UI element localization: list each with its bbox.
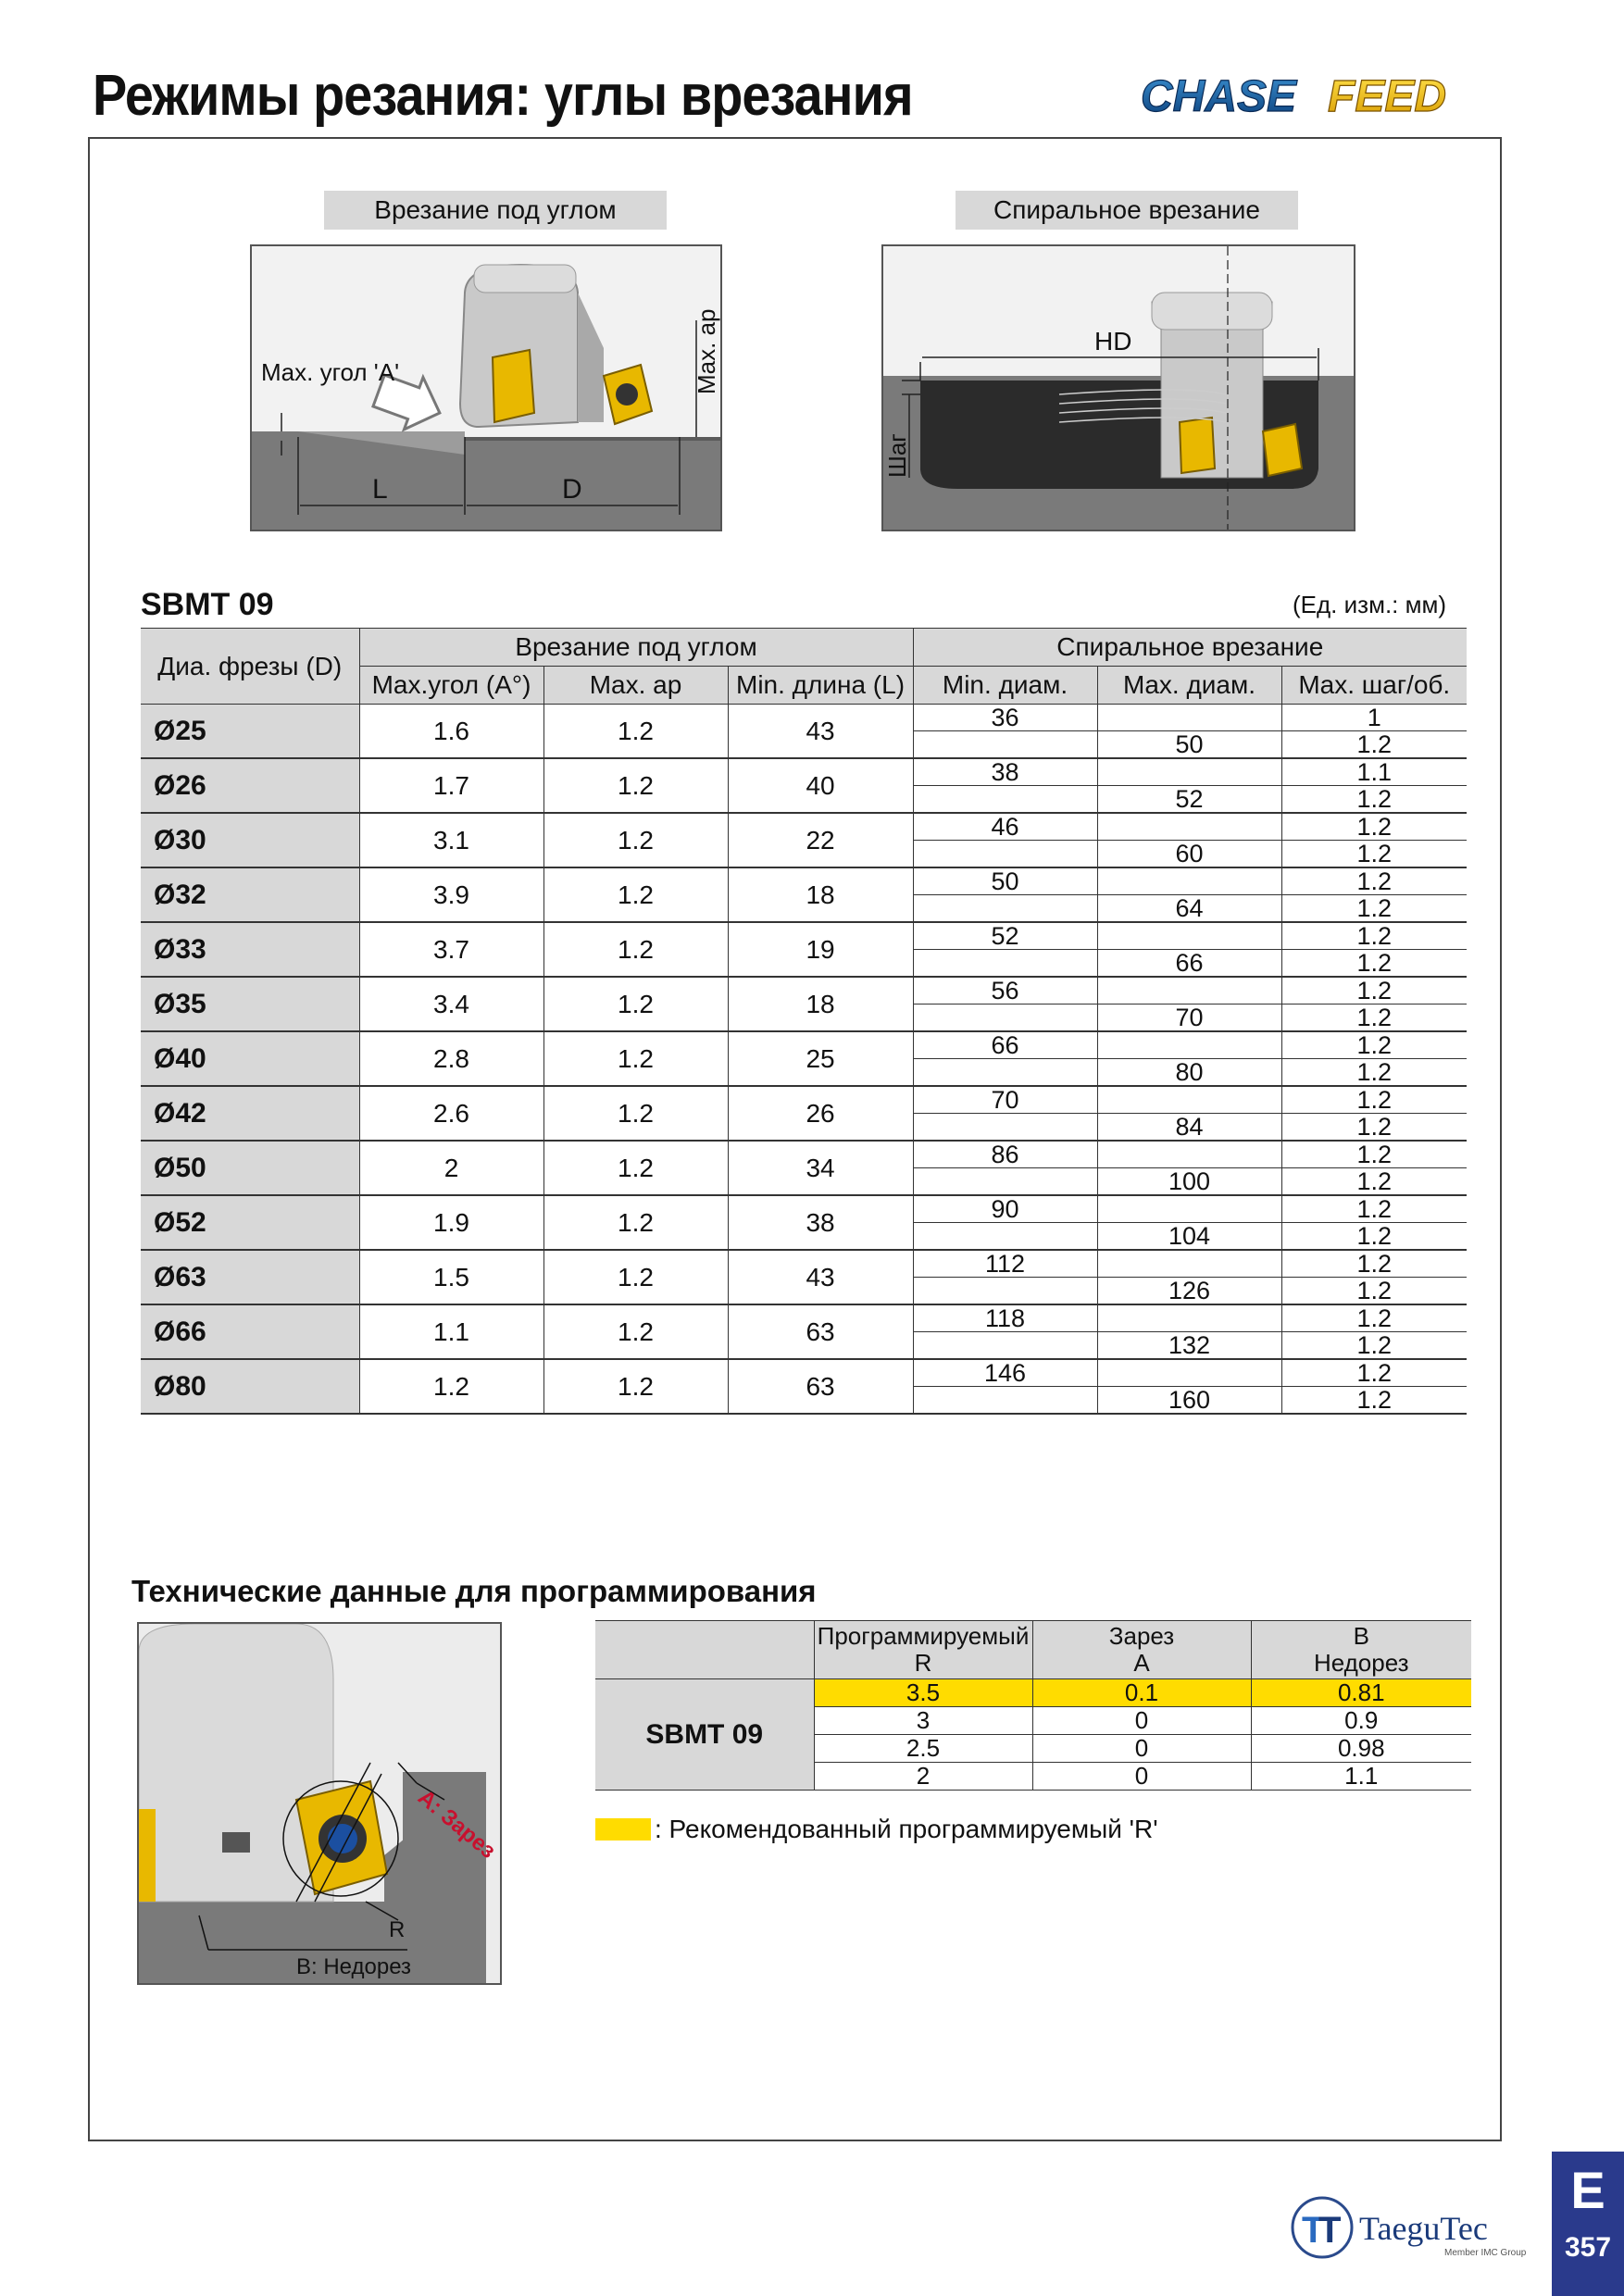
max-diam-value: 100 xyxy=(1168,1167,1211,1195)
prog-header-blank xyxy=(595,1621,814,1679)
cell-max-ap: 1.2 xyxy=(543,813,728,867)
cell-max-angle: 3.4 xyxy=(359,977,543,1031)
svg-text:T: T xyxy=(1302,2210,1325,2251)
cell-max-angle: 1.7 xyxy=(359,758,543,813)
legend-swatch xyxy=(595,1818,651,1841)
cell-max-pitch xyxy=(1281,1304,1467,1359)
cell-min-diam xyxy=(913,977,1097,1031)
prog-cell-r: 3.5 xyxy=(814,1679,1032,1707)
cutting-data-table xyxy=(141,628,1467,1415)
section-tab xyxy=(1552,2152,1624,2296)
cell-max-diam xyxy=(1097,1359,1281,1414)
helical-hd-label: HD xyxy=(1094,327,1132,356)
page-title: Режимы резания: углы врезания xyxy=(93,64,913,128)
cell-diameter: Ø42 xyxy=(141,1086,359,1141)
cell-max-angle: 2.8 xyxy=(359,1031,543,1086)
cell-max-pitch xyxy=(1281,1086,1467,1141)
table-title: SBMT 09 xyxy=(141,587,274,622)
header-min-length: Min. длина (L) xyxy=(728,667,913,705)
pitch-at-min-diam: 1.2 xyxy=(1282,923,1468,950)
table-row xyxy=(141,1250,1467,1304)
cell-max-diam xyxy=(1097,1086,1281,1141)
prog-cell-b: 1.1 xyxy=(1251,1763,1471,1791)
cell-min-length: 34 xyxy=(728,1141,913,1195)
cell-max-angle: 3.9 xyxy=(359,867,543,922)
cell-diameter: Ø66 xyxy=(141,1304,359,1359)
cell-max-pitch xyxy=(1281,1195,1467,1250)
ramp-caption: Врезание под углом xyxy=(324,191,667,230)
cell-max-pitch xyxy=(1281,922,1467,977)
cell-max-diam xyxy=(1097,813,1281,867)
cell-min-diam xyxy=(913,867,1097,922)
pitch-at-min-diam: 1.2 xyxy=(1282,1087,1468,1114)
cell-min-diam xyxy=(913,1304,1097,1359)
cell-max-angle: 2 xyxy=(359,1141,543,1195)
prog-cell-a: 0 xyxy=(1032,1735,1251,1763)
table-row xyxy=(141,867,1467,922)
cell-max-pitch xyxy=(1281,977,1467,1031)
helical-diagram xyxy=(881,244,1355,531)
pitch-at-min-diam: 1.2 xyxy=(1282,1360,1468,1387)
cell-diameter: Ø63 xyxy=(141,1250,359,1304)
min-diam-value: 38 xyxy=(914,759,1097,786)
cell-max-angle: 1.2 xyxy=(359,1359,543,1414)
cell-max-pitch xyxy=(1281,758,1467,813)
table-row xyxy=(141,1141,1467,1195)
cell-max-ap: 1.2 xyxy=(543,758,728,813)
cell-max-ap: 1.2 xyxy=(543,1086,728,1141)
cell-min-length: 38 xyxy=(728,1195,913,1250)
svg-text:FEED: FEED xyxy=(1328,72,1447,121)
legend-text: : Рекомендованный программируемый 'R' xyxy=(655,1815,1158,1843)
cell-min-length: 63 xyxy=(728,1359,913,1414)
programming-title: Технические данные для программирования xyxy=(131,1574,817,1608)
table-row xyxy=(141,1031,1467,1086)
ramp-diagram xyxy=(250,244,722,531)
cell-max-ap: 1.2 xyxy=(543,977,728,1031)
cell-diameter: Ø50 xyxy=(141,1141,359,1195)
prog-cell-b: 0.9 xyxy=(1251,1707,1471,1735)
cell-max-ap: 1.2 xyxy=(543,922,728,977)
cell-min-diam xyxy=(913,705,1097,759)
cell-max-diam xyxy=(1097,1195,1281,1250)
pitch-at-min-diam: 1.2 xyxy=(1282,1305,1468,1332)
min-diam-value: 66 xyxy=(914,1032,1097,1059)
max-diam-value: 132 xyxy=(1168,1331,1211,1359)
prog-cell-r: 3 xyxy=(814,1707,1032,1735)
max-diam-value: 80 xyxy=(1175,1058,1204,1086)
prog-cell-a: 0 xyxy=(1032,1707,1251,1735)
cell-max-ap: 1.2 xyxy=(543,1141,728,1195)
helical-pitch-label: Шаг xyxy=(883,433,911,478)
cell-max-angle: 2.6 xyxy=(359,1086,543,1141)
max-diam-value: 84 xyxy=(1175,1113,1204,1141)
min-diam-value: 52 xyxy=(914,923,1097,950)
pitch-at-max-diam: 1.2 xyxy=(1356,1167,1393,1195)
pitch-at-min-diam: 1.2 xyxy=(1282,1196,1468,1223)
cell-max-pitch xyxy=(1281,1141,1467,1195)
header-diameter: Диа. фрезы (D) xyxy=(141,629,359,705)
header-helical: Спиральное врезание xyxy=(913,629,1467,667)
cell-diameter: Ø32 xyxy=(141,867,359,922)
prog-header-r: Программируемый R xyxy=(814,1621,1032,1679)
pitch-at-min-diam: 1.2 xyxy=(1282,1142,1468,1168)
cell-min-length: 18 xyxy=(728,977,913,1031)
cell-max-pitch xyxy=(1281,813,1467,867)
table-row xyxy=(141,1086,1467,1141)
table-row xyxy=(141,977,1467,1031)
prog-cell-r: 2 xyxy=(814,1763,1032,1791)
pitch-at-max-diam: 1.2 xyxy=(1356,1113,1393,1141)
ramp-ap-label: Max. ap xyxy=(693,308,720,394)
cell-max-diam xyxy=(1097,1250,1281,1304)
cell-min-length: 18 xyxy=(728,867,913,922)
header-max-diam: Max. диам. xyxy=(1097,667,1281,705)
max-diam-value: 104 xyxy=(1168,1222,1211,1250)
min-diam-value: 112 xyxy=(914,1251,1097,1278)
header-max-angle: Max.угол (A°) xyxy=(359,667,543,705)
legend xyxy=(595,1815,1158,1844)
prog-cell-a: 0 xyxy=(1032,1763,1251,1791)
table-row xyxy=(141,813,1467,867)
prog-cell-b: 0.81 xyxy=(1251,1679,1471,1707)
logo-subtext: Member IMC Group xyxy=(1444,2248,1527,2258)
cell-max-diam xyxy=(1097,922,1281,977)
cell-max-angle: 3.1 xyxy=(359,813,543,867)
pitch-at-max-diam: 1.2 xyxy=(1356,949,1393,977)
min-diam-value: 146 xyxy=(914,1360,1097,1387)
cell-max-pitch xyxy=(1281,1359,1467,1414)
cell-min-diam xyxy=(913,758,1097,813)
cell-max-pitch xyxy=(1281,1031,1467,1086)
svg-text:T: T xyxy=(1318,2210,1342,2251)
svg-text:CHASE: CHASE xyxy=(1141,72,1297,121)
min-diam-value: 118 xyxy=(914,1305,1097,1332)
pitch-at-max-diam: 1.2 xyxy=(1356,1386,1393,1414)
ramp-d-label: D xyxy=(562,474,582,505)
pitch-at-max-diam: 1.2 xyxy=(1356,1277,1393,1304)
prog-header-b: B Недорез xyxy=(1251,1621,1471,1679)
prog-cell-r: 2.5 xyxy=(814,1735,1032,1763)
cell-max-diam xyxy=(1097,1304,1281,1359)
pitch-at-max-diam: 1.2 xyxy=(1356,840,1393,867)
min-diam-value: 50 xyxy=(914,868,1097,895)
prog-label: SBMT 09 xyxy=(595,1679,814,1791)
cell-max-ap: 1.2 xyxy=(543,1359,728,1414)
undercut-label: B: Недорез xyxy=(296,1954,412,1979)
max-diam-value: 160 xyxy=(1168,1386,1211,1414)
header-max-ap: Max. ap xyxy=(543,667,728,705)
cell-max-ap: 1.2 xyxy=(543,1031,728,1086)
cell-min-length: 43 xyxy=(728,1250,913,1304)
cell-max-pitch xyxy=(1281,1250,1467,1304)
cell-max-ap: 1.2 xyxy=(543,1304,728,1359)
cell-max-ap: 1.2 xyxy=(543,867,728,922)
cell-min-length: 63 xyxy=(728,1304,913,1359)
pitch-at-max-diam: 1.2 xyxy=(1356,894,1393,922)
cell-diameter: Ø35 xyxy=(141,977,359,1031)
cell-max-angle: 3.7 xyxy=(359,922,543,977)
cell-max-diam xyxy=(1097,1141,1281,1195)
chasefeed-logo xyxy=(1137,61,1517,126)
prog-cell-b: 0.98 xyxy=(1251,1735,1471,1763)
cell-diameter: Ø33 xyxy=(141,922,359,977)
header-min-diam: Min. диам. xyxy=(913,667,1097,705)
cell-diameter: Ø25 xyxy=(141,705,359,759)
table-row xyxy=(141,1195,1467,1250)
ramp-l-label: L xyxy=(372,474,388,505)
cell-min-length: 22 xyxy=(728,813,913,867)
header-ramp: Врезание под углом xyxy=(359,629,913,667)
ramp-angle-label: Max. угол 'A' xyxy=(261,358,400,386)
cell-diameter: Ø26 xyxy=(141,758,359,813)
pitch-at-min-diam: 1.2 xyxy=(1282,978,1468,1004)
cell-max-ap: 1.2 xyxy=(543,705,728,759)
helical-caption: Спиральное врезание xyxy=(956,191,1298,230)
max-diam-value: 60 xyxy=(1175,840,1204,867)
table-row xyxy=(141,705,1467,759)
cell-diameter: Ø30 xyxy=(141,813,359,867)
max-diam-value: 50 xyxy=(1175,730,1204,758)
cell-min-diam xyxy=(913,1031,1097,1086)
cell-diameter: Ø40 xyxy=(141,1031,359,1086)
cell-max-diam xyxy=(1097,977,1281,1031)
cell-diameter: Ø52 xyxy=(141,1195,359,1250)
min-diam-value: 36 xyxy=(914,705,1097,731)
cell-max-diam xyxy=(1097,1031,1281,1086)
pitch-at-max-diam: 1.2 xyxy=(1356,730,1393,758)
pitch-at-max-diam: 1.2 xyxy=(1356,1331,1393,1359)
min-diam-value: 56 xyxy=(914,978,1097,1004)
max-diam-value: 52 xyxy=(1175,785,1204,813)
cell-diameter: Ø80 xyxy=(141,1359,359,1414)
prog-cell-a: 0.1 xyxy=(1032,1679,1251,1707)
cell-min-diam xyxy=(913,1086,1097,1141)
cell-min-diam xyxy=(913,1359,1097,1414)
cell-min-diam xyxy=(913,1141,1097,1195)
prog-header-a: Зарез A xyxy=(1032,1621,1251,1679)
page-number: 357 xyxy=(1564,2232,1612,2263)
cell-max-angle: 1.6 xyxy=(359,705,543,759)
cell-max-angle: 1.1 xyxy=(359,1304,543,1359)
pitch-at-max-diam: 1.2 xyxy=(1356,1004,1393,1031)
cell-max-ap: 1.2 xyxy=(543,1250,728,1304)
pitch-at-max-diam: 1.2 xyxy=(1356,1058,1393,1086)
table-row xyxy=(141,758,1467,813)
unit-note: (Ед. изм.: мм) xyxy=(1293,591,1447,618)
cell-min-diam xyxy=(913,1250,1097,1304)
cell-min-length: 25 xyxy=(728,1031,913,1086)
cell-min-diam xyxy=(913,922,1097,977)
radius-label: R xyxy=(389,1917,406,1942)
programming-diagram xyxy=(137,1622,502,1985)
pitch-at-max-diam: 1.2 xyxy=(1356,785,1393,813)
cell-min-length: 19 xyxy=(728,922,913,977)
cell-min-length: 26 xyxy=(728,1086,913,1141)
cell-min-length: 40 xyxy=(728,758,913,813)
cell-max-pitch xyxy=(1281,867,1467,922)
header-max-pitch: Max. шаг/об. xyxy=(1281,667,1467,705)
section-letter: E xyxy=(1570,2161,1605,2219)
cell-max-diam xyxy=(1097,705,1281,759)
pitch-at-min-diam: 1.2 xyxy=(1282,814,1468,841)
min-diam-value: 86 xyxy=(914,1142,1097,1168)
pitch-at-min-diam: 1.2 xyxy=(1282,1251,1468,1278)
cell-min-diam xyxy=(913,1195,1097,1250)
programming-table xyxy=(595,1620,1471,1791)
min-diam-value: 70 xyxy=(914,1087,1097,1114)
min-diam-value: 90 xyxy=(914,1196,1097,1223)
taegutec-logo xyxy=(1287,2190,1528,2265)
pitch-at-max-diam: 1.2 xyxy=(1356,1222,1393,1250)
pitch-at-min-diam: 1.2 xyxy=(1282,868,1468,895)
pitch-at-min-diam: 1 xyxy=(1282,705,1468,731)
table-row xyxy=(141,922,1467,977)
logo-text: TaeguTec xyxy=(1359,2210,1488,2247)
min-diam-value: 46 xyxy=(914,814,1097,841)
notch-label: A: Зарез xyxy=(413,1784,500,1865)
pitch-at-min-diam: 1.2 xyxy=(1282,1032,1468,1059)
cell-max-angle: 1.9 xyxy=(359,1195,543,1250)
max-diam-value: 66 xyxy=(1175,949,1204,977)
cell-max-pitch xyxy=(1281,705,1467,759)
max-diam-value: 126 xyxy=(1168,1277,1211,1304)
table-row xyxy=(141,1359,1467,1414)
cell-max-angle: 1.5 xyxy=(359,1250,543,1304)
table-row xyxy=(141,1304,1467,1359)
max-diam-value: 64 xyxy=(1175,894,1204,922)
cell-min-length: 43 xyxy=(728,705,913,759)
cell-max-diam xyxy=(1097,758,1281,813)
cell-min-diam xyxy=(913,813,1097,867)
pitch-at-min-diam: 1.1 xyxy=(1282,759,1468,786)
max-diam-value: 70 xyxy=(1175,1004,1204,1031)
cell-max-ap: 1.2 xyxy=(543,1195,728,1250)
cell-max-diam xyxy=(1097,867,1281,922)
prog-row xyxy=(595,1679,1471,1707)
